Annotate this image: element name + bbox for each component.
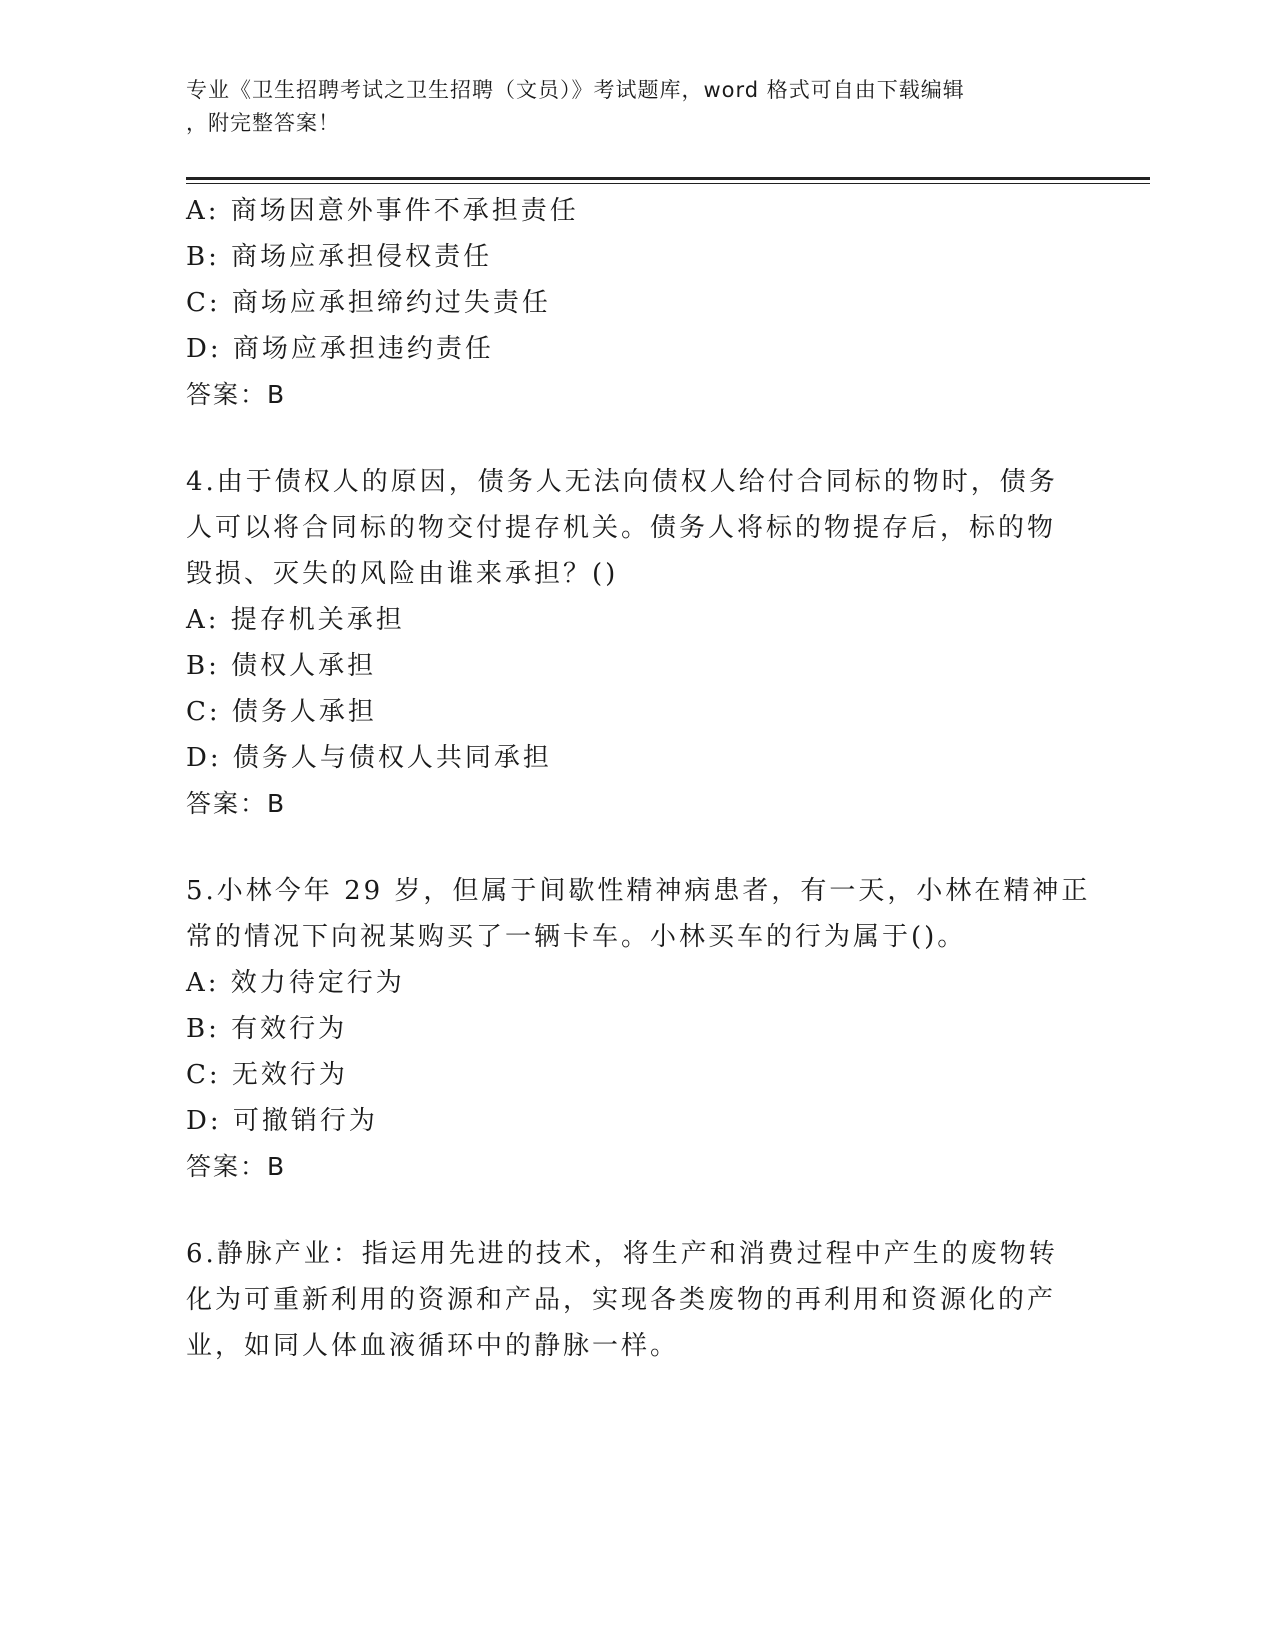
- option-a: A: 效力待定行为: [186, 968, 405, 998]
- header-line-1: 专业《卫生招聘考试之卫生招聘（文员）》考试题库，word 格式可自由下载编辑: [186, 78, 965, 102]
- question-3: [186, 188, 1086, 418]
- question-stem-line: 业，如同人体血液循环中的静脉一样。: [186, 1331, 680, 1361]
- question-stem-line: 5.小林今年 29 岁，但属于间歇性精神病患者，有一天，小林在精神正: [186, 876, 1091, 906]
- spacer: [186, 827, 1086, 868]
- question-stem-line: 毁损、灭失的风险由谁来承担？(): [186, 559, 619, 589]
- spacer: [186, 1190, 1086, 1231]
- option-b: B: 有效行为: [186, 1014, 348, 1044]
- option-d: D: 债务人与债权人共同承担: [186, 743, 552, 773]
- option-c: C: 债务人承担: [186, 697, 377, 727]
- option-c: C: 无效行为: [186, 1060, 348, 1090]
- spacer: [186, 418, 1086, 459]
- option-d: D: 可撤销行为: [186, 1106, 378, 1136]
- option-d: D: 商场应承担违约责任: [186, 334, 494, 364]
- header-line-2: ，附完整答案！: [186, 111, 340, 135]
- question-4: [186, 459, 1086, 827]
- question-stem-line: 4.由于债权人的原因，债务人无法向债权人给付合同标的物时，债务: [186, 467, 1058, 497]
- document-header: [186, 74, 1066, 140]
- question-content: [186, 188, 1091, 1369]
- question-5: [186, 868, 1091, 1190]
- question-6: [186, 1231, 1086, 1369]
- answer: 答案：B: [186, 380, 287, 409]
- answer: 答案：B: [186, 789, 287, 818]
- option-b: B: 债权人承担: [186, 651, 377, 681]
- header-rule-thin: [186, 183, 1150, 184]
- question-stem-line: 化为可重新利用的资源和产品，实现各类废物的再利用和资源化的产: [186, 1285, 1057, 1315]
- option-a: A: 商场因意外事件不承担责任: [186, 196, 579, 226]
- header-rule-thick: [186, 177, 1150, 180]
- question-stem-line: 人可以将合同标的物交付提存机关。债务人将标的物提存后，标的物: [186, 513, 1057, 543]
- question-stem-line: 6.静脉产业：指运用先进的技术，将生产和消费过程中产生的废物转: [186, 1239, 1058, 1269]
- answer: 答案：B: [186, 1152, 287, 1181]
- option-b: B: 商场应承担侵权责任: [186, 242, 493, 272]
- option-a: A: 提存机关承担: [186, 605, 405, 635]
- question-stem-line: 常的情况下向祝某购买了一辆卡车。小林买车的行为属于()。: [186, 922, 967, 952]
- option-c: C: 商场应承担缔约过失责任: [186, 288, 551, 318]
